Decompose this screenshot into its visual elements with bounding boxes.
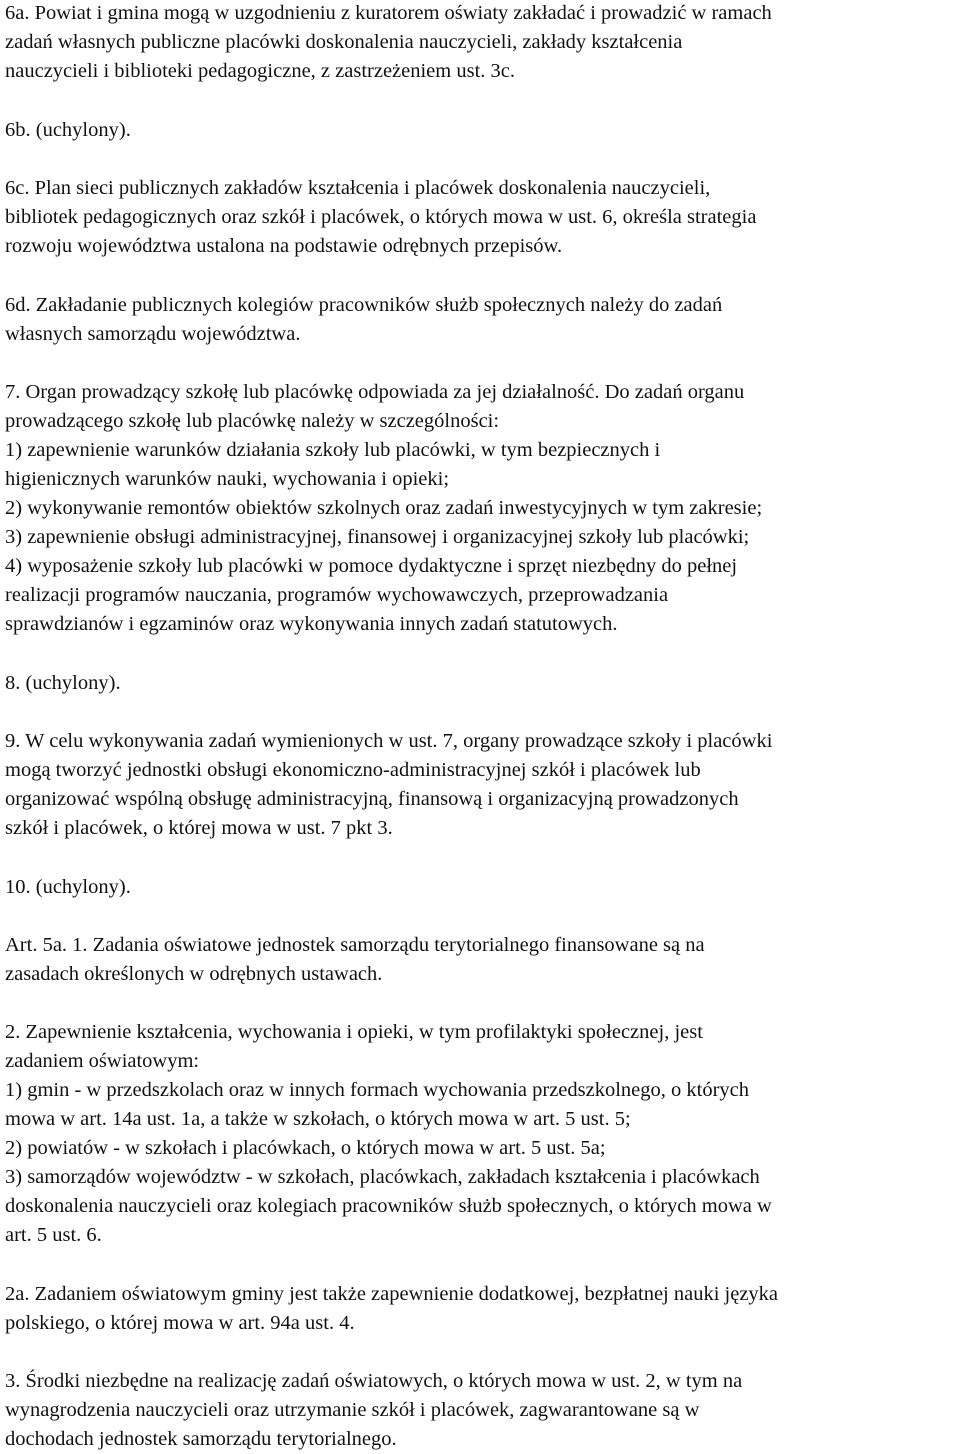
text-line: 3. Środki niezbędne na realizację zadań oświatowych, o których mowa w ust. 2, w tym na bbox=[5, 1370, 743, 1392]
text-line: 2) wykonywanie remontów obiektów szkolnych oraz zadań inwestycyjnych w tym zakresie; bbox=[5, 497, 763, 519]
text-line: art. 5 ust. 6. bbox=[5, 1224, 102, 1246]
text-line: dochodach jednostek samorządu terytorialnego. bbox=[5, 1428, 397, 1450]
text-line: sprawdzianów i egzaminów oraz wykonywania innych zadań statutowych. bbox=[5, 613, 618, 635]
text-line: prowadzącego szkołę lub placówkę należy w szczególności: bbox=[5, 410, 500, 432]
text-line: własnych samorządu województwa. bbox=[5, 323, 301, 345]
text-line: 6d. Zakładanie publicznych kolegiów pracowników służb społecznych należy do zadań bbox=[5, 294, 723, 316]
text-line: 6a. Powiat i gmina mogą w uzgodnieniu z kuratorem oświaty zakładać i prowadzić w ramach bbox=[5, 2, 772, 24]
text-line: zadaniem oświatowym: bbox=[5, 1050, 200, 1072]
text-line: 3) samorządów województw - w szkołach, placówkach, zakładach kształcenia i placówkach bbox=[5, 1166, 760, 1188]
text-line: 2. Zapewnienie kształcenia, wychowania i opieki, w tym profilaktyki społecznej, jest bbox=[5, 1021, 703, 1043]
text-line: Art. 5a. 1. Zadania oświatowe jednostek samorządu terytorialnego finansowane są na bbox=[5, 934, 705, 956]
text-line: polskiego, o której mowa w art. 94a ust. 4. bbox=[5, 1312, 355, 1334]
text-line: higienicznych warunków nauki, wychowania i opieki; bbox=[5, 468, 450, 490]
text-line: rozwoju województwa ustalona na podstawie odrębnych przepisów. bbox=[5, 235, 563, 257]
text-line: mowa w art. 14a ust. 1a, a także w szkołach, o których mowa w art. 5 ust. 5; bbox=[5, 1108, 631, 1130]
text-line: nauczycieli i biblioteki pedagogiczne, z zastrzeżeniem ust. 3c. bbox=[5, 60, 515, 82]
text-line: 8. (uchylony). bbox=[5, 672, 121, 694]
text-line: bibliotek pedagogicznych oraz szkół i placówek, o których mowa w ust. 6, określa strategia bbox=[5, 206, 757, 228]
text-line: 6b. (uchylony). bbox=[5, 119, 131, 141]
text-line: 2) powiatów - w szkołach i placówkach, o których mowa w art. 5 ust. 5a; bbox=[5, 1137, 606, 1159]
text-line: szkół i placówek, o której mowa w ust. 7 pkt 3. bbox=[5, 817, 393, 839]
text-line: 10. (uchylony). bbox=[5, 876, 131, 898]
text-line: zasadach określonych w odrębnych ustawach. bbox=[5, 963, 383, 985]
text-line: organizować wspólną obsługę administracyjną, finansową i organizacyjną prowadzonych bbox=[5, 788, 739, 810]
text-line: 3) zapewnienie obsługi administracyjnej, finansowej i organizacyjnej szkoły lub placówki; bbox=[5, 526, 750, 548]
text-line: doskonalenia nauczycieli oraz kolegiach pracowników służb społecznych, o których mowa w bbox=[5, 1195, 772, 1217]
text-line: 1) gmin - w przedszkolach oraz w innych formach wychowania przedszkolnego, o których bbox=[5, 1079, 750, 1101]
text-line: 7. Organ prowadzący szkołę lub placówkę odpowiada za jej działalność. Do zadań organu bbox=[5, 381, 745, 403]
text-line: 1) zapewnienie warunków działania szkoły lub placówki, w tym bezpiecznych i bbox=[5, 439, 661, 461]
text-line: mogą tworzyć jednostki obsługi ekonomiczno-administracyjnej szkół i placówek lub bbox=[5, 759, 701, 781]
text-line: zadań własnych publiczne placówki doskonalenia nauczycieli, zakłady kształcenia bbox=[5, 31, 683, 53]
text-line: 6c. Plan sieci publicznych zakładów kształcenia i placówek doskonalenia nauczycieli, bbox=[5, 177, 711, 199]
text-line: 9. W celu wykonywania zadań wymienionych w ust. 7, organy prowadzące szkoły i placówki bbox=[5, 730, 773, 752]
text-line: 4) wyposażenie szkoły lub placówki w pomoce dydaktyczne i sprzęt niezbędny do pełnej bbox=[5, 555, 738, 577]
text-line: wynagrodzenia nauczycieli oraz utrzymanie szkół i placówek, zagwarantowane są w bbox=[5, 1399, 700, 1421]
text-line: realizacji programów nauczania, programów wychowawczych, przeprowadzania bbox=[5, 584, 669, 606]
text-line: 2a. Zadaniem oświatowym gminy jest także zapewnienie dodatkowej, bezpłatnej nauki języka bbox=[5, 1283, 779, 1305]
